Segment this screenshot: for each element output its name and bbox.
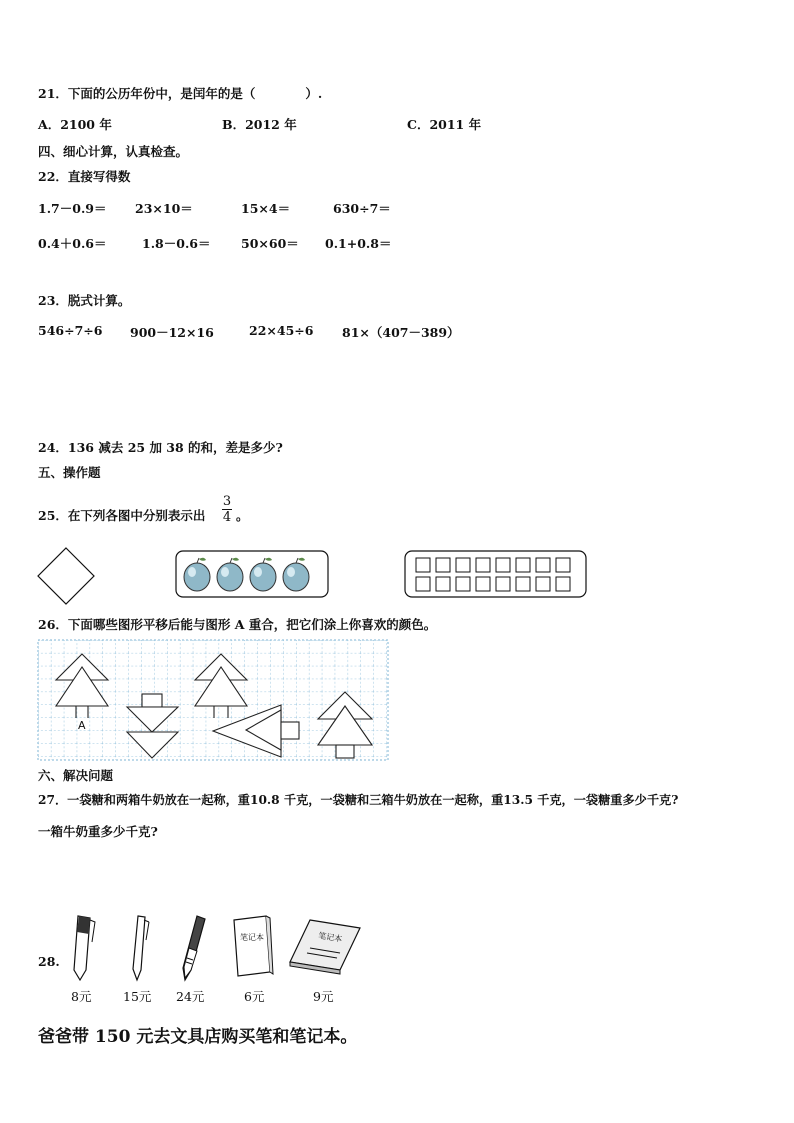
q22-r2-item4: 0.1+0.8＝ <box>325 236 392 251</box>
q23-item4: 81×（407－389） <box>342 325 460 340</box>
apple-icon <box>283 558 309 591</box>
notebook-small-icon <box>230 914 274 980</box>
q23-item2: 900－12×16 <box>130 325 214 340</box>
q25-fraction <box>222 495 232 524</box>
marker-pen-icon <box>66 912 100 984</box>
apples-figure[interactable] <box>175 550 330 600</box>
q23-item3: 22×45÷6 <box>249 323 314 338</box>
q21-option-b: B．2012 年 <box>222 117 297 132</box>
q21-stem: 21．下面的公历年份中，是闰年的是（ ）. <box>38 86 323 101</box>
notebook-label: 笔记本 <box>240 933 264 942</box>
price-notebook-small: 6元 <box>244 989 265 1004</box>
section-heading-5: 五、操作题 <box>38 465 101 480</box>
apple-icon <box>217 558 243 591</box>
q22-r1-item4: 630÷7＝ <box>333 201 391 216</box>
q27-line2: 一箱牛奶重多少千克? <box>38 824 158 839</box>
q22-r2-item3: 50×60＝ <box>241 236 299 251</box>
q28-number: 28. <box>38 954 60 969</box>
fountain-pen-icon <box>175 912 209 984</box>
q23-item1: 546÷7÷6 <box>38 323 103 338</box>
apple-icon <box>184 558 210 591</box>
q22-r1-item3: 15×4＝ <box>241 201 291 216</box>
q21-option-c: C．2011 年 <box>407 117 482 132</box>
price-notebook-large: 9元 <box>313 989 334 1004</box>
translation-grid <box>38 640 390 762</box>
q24-stem: 24．136 减去 25 加 38 的和，差是多少? <box>38 440 283 455</box>
q22-r2-item1: 0.4＋0.6＝ <box>38 236 107 251</box>
q25-end: 。 <box>236 508 249 523</box>
q22-r1-item1: 1.7－0.9＝ <box>38 201 107 216</box>
ballpoint-pen-icon <box>124 912 154 984</box>
q28-statement: 爸爸带 150 元去文具店购买笔和笔记本。 <box>38 1027 358 1047</box>
figure-a-label: A <box>78 719 86 732</box>
section-heading-4: 四、细心计算，认真检查。 <box>38 144 189 159</box>
q22-r2-item2: 1.8－0.6＝ <box>142 236 211 251</box>
squares-figure[interactable] <box>404 550 589 600</box>
fraction-denominator: 4 <box>222 510 232 525</box>
q23-stem: 23．脱式计算。 <box>38 293 131 308</box>
section-heading-6: 六、解决问题 <box>38 768 114 783</box>
fraction-numerator: 3 <box>222 494 232 509</box>
q21-option-a: A．2100 年 <box>38 117 112 132</box>
q27-line1: 27．一袋糖和两箱牛奶放在一起称，重10.8 千克，一袋糖和三箱牛奶放在一起称，重13.5 千克，一袋糖重多少千克? <box>38 793 679 807</box>
notebook-label: 笔记本 <box>317 931 343 944</box>
notebook-large-icon <box>288 918 362 976</box>
price-fountain-pen: 24元 <box>176 989 205 1004</box>
diamond-figure[interactable] <box>38 546 98 606</box>
q26-stem: 26．下面哪些图形平移后能与图形 A 重合，把它们涂上你喜欢的颜色。 <box>38 617 437 632</box>
price-ballpoint-pen: 15元 <box>123 989 152 1004</box>
q25-stem: 25．在下列各图中分别表示出 <box>38 508 206 523</box>
q22-r1-item2: 23×10＝ <box>135 201 193 216</box>
price-marker-pen: 8元 <box>71 989 92 1004</box>
apple-icon <box>250 558 276 591</box>
q22-stem: 22．直接写得数 <box>38 169 131 184</box>
